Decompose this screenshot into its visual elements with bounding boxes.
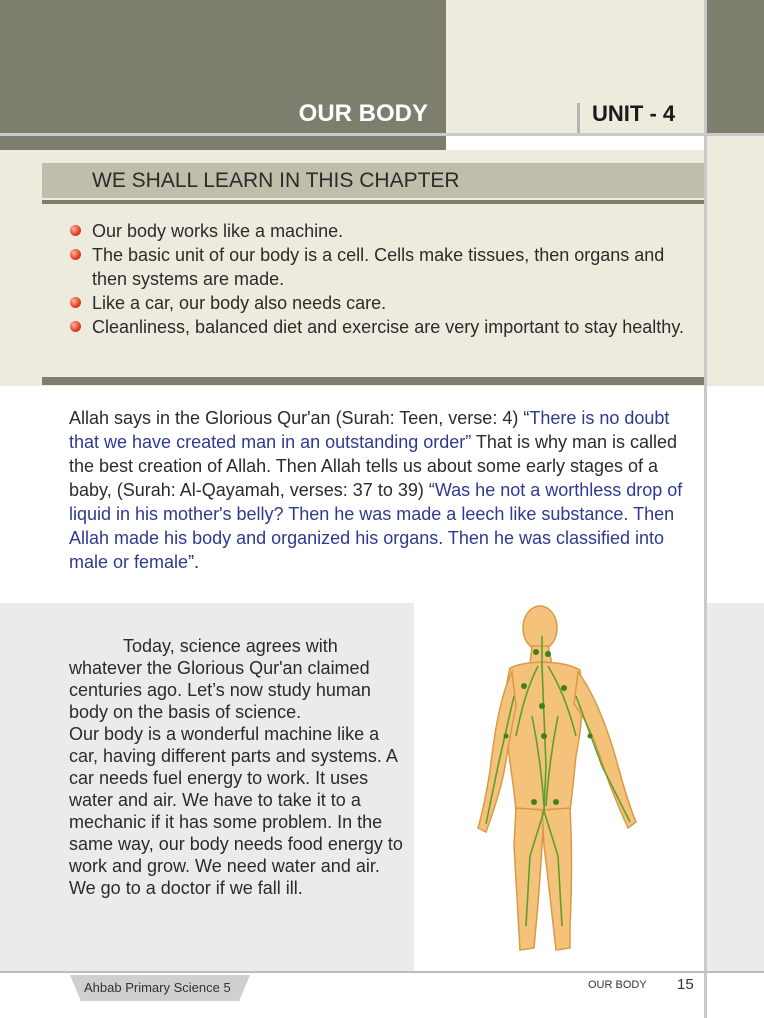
header-underband [0, 136, 446, 150]
list-item [68, 219, 688, 243]
unit-separator [577, 103, 580, 133]
quran-quote: There is no doubt that we have created man in an outstanding order” [69, 408, 670, 452]
footer-chapter-name: OUR BODY [588, 979, 647, 991]
bullet-icon [70, 225, 81, 236]
unit-label: UNIT - 4 [592, 101, 676, 126]
learn-heading: WE SHALL LEARN IN THIS CHAPTER [92, 169, 460, 192]
bullet-icon [70, 297, 81, 308]
list-item [68, 243, 688, 291]
bullet-icon [70, 321, 81, 332]
chapter-title: OUR BODY [298, 100, 428, 127]
learn-item-text: Our body works like a machine. [92, 221, 344, 241]
paragraph-text: Today, science agrees with whatever the Glorious Qur'an claimed centuries ago. Let’s now study human body on the basis of science. [69, 636, 371, 722]
paragraph-text: That is why man is called the best creation of Allah. Then Allah tells us about some early stages of a baby, (Surah: Al-Qayamah, verses: 37 to 39) “ [69, 432, 678, 500]
learn-item-text: Like a car, our body also needs care. [92, 293, 387, 313]
footer-book-title: Ahbab Primary Science 5 [84, 980, 231, 995]
quran-paragraph [69, 406, 699, 574]
vertical-divider [704, 0, 707, 1018]
learn-heading-rule [42, 200, 704, 204]
learn-item-text: Cleanliness, balanced diet and exercise are very important to stay healthy. [92, 317, 684, 337]
list-item [68, 291, 688, 315]
page-number: 15 [677, 976, 694, 993]
header-right-band [707, 0, 764, 134]
bullet-icon [70, 249, 81, 260]
right-margin-strip [707, 136, 764, 386]
quran-quote: Was he not a worthless drop of liquid in his mother's belly? Then he was made a leech like substance. Then Allah made his body and organized his organs. Then he was classified into male or female [69, 480, 683, 572]
human-body-illustration [472, 596, 660, 964]
learn-list [68, 219, 688, 339]
right-margin-strip-lower [707, 603, 764, 973]
learn-item-text: The basic unit of our body is a cell. Cells make tissues, then organs and then systems are made. [92, 245, 665, 289]
paragraph-text: ”. [188, 552, 200, 572]
header-divider [0, 133, 764, 136]
paragraph-text: Our body is a wonderful machine like a car, having different parts and systems. A car needs fuel energy to work. It uses water and air. We have to take it to a mechanic if it has some problem. In the same way, our body needs food energy to work and grow. We need water and air. We go to a doctor if we fall ill. [69, 724, 403, 898]
footer-rule [0, 971, 764, 973]
science-paragraph [69, 635, 404, 899]
paragraph-text: Allah says in the Glorious Qur'an (Surah: Teen, verse: 4) “ [69, 408, 530, 428]
list-item [68, 315, 688, 339]
learn-bottom-rule [42, 377, 704, 385]
